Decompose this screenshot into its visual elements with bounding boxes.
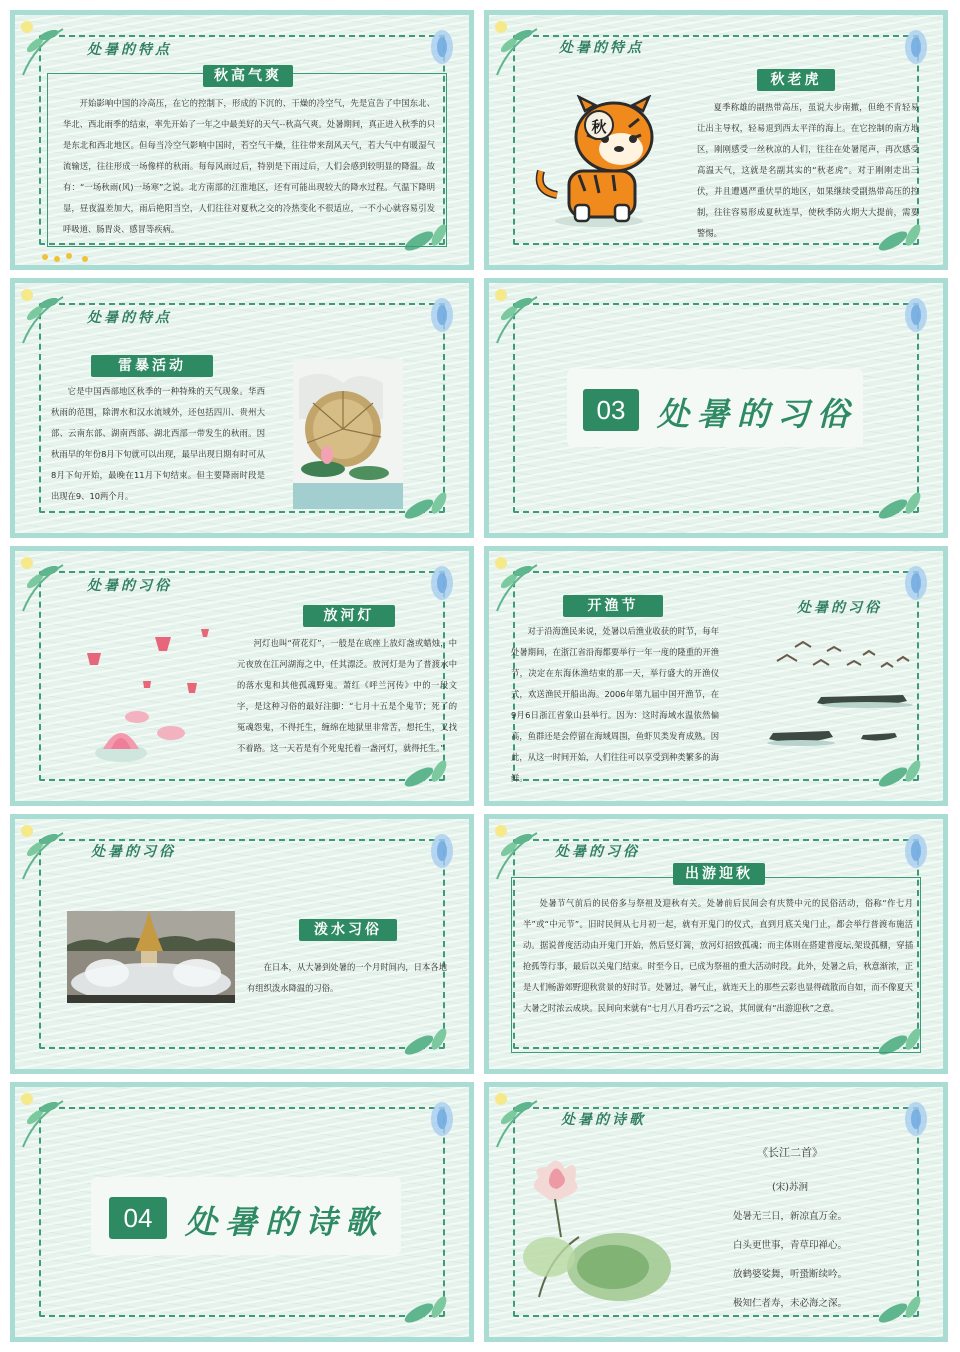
section-title: 处暑的特点 xyxy=(87,42,172,58)
slide-7[interactable] xyxy=(10,814,474,1074)
slide-4[interactable] xyxy=(484,278,948,538)
blue-flower-icon xyxy=(425,27,459,67)
chapter-title: 处暑的诗歌 xyxy=(185,1203,386,1241)
leaf-decoration-icon xyxy=(15,283,85,353)
blue-flower-icon xyxy=(899,831,933,871)
slide-6[interactable] xyxy=(484,546,948,806)
section-title: 处暑的诗歌 xyxy=(561,1112,646,1128)
section-label: 开渔节 xyxy=(563,595,663,617)
slide-10[interactable] xyxy=(484,1082,948,1342)
umbrella-lotus-illustration xyxy=(293,359,403,509)
section-title: 处暑的特点 xyxy=(87,310,172,326)
water-festival-photo xyxy=(67,911,235,1003)
poem-author: (宋)苏泂 xyxy=(772,1182,808,1193)
leaf-decoration-icon xyxy=(863,479,933,529)
boats-birds-illustration xyxy=(757,631,927,761)
section-title: 处暑的特点 xyxy=(559,40,644,56)
body-text: 在日本，从大暑到处暑的一个月时间内，日本各地有组织泼水降温的习俗。 xyxy=(247,962,447,993)
blue-flower-icon xyxy=(899,295,933,335)
slide-5[interactable] xyxy=(10,546,474,806)
section-title: 处暑的习俗 xyxy=(797,600,882,616)
section-title: 处暑的习俗 xyxy=(87,578,172,594)
leaf-decoration-icon xyxy=(15,1087,85,1157)
section-label: 泼水习俗 xyxy=(299,919,397,941)
poem-line: 处暑无三日，新凉直万金。 xyxy=(732,1211,847,1222)
blue-flower-icon xyxy=(425,295,459,335)
chapter-title: 处暑的习俗 xyxy=(657,395,858,433)
section-title: 处暑的习俗 xyxy=(91,844,176,860)
yellow-flower-icon xyxy=(35,249,115,265)
section-label: 秋高气爽 xyxy=(203,65,293,87)
leaf-decoration-icon xyxy=(389,1015,459,1065)
section-label: 出游迎秋 xyxy=(673,863,765,885)
leaf-decoration-icon xyxy=(489,283,559,353)
leaf-decoration-icon xyxy=(15,551,85,621)
blue-flower-icon xyxy=(425,1099,459,1139)
leaf-decoration-icon xyxy=(489,551,559,621)
slide-1[interactable] xyxy=(10,10,474,270)
section-label: 雷暴活动 xyxy=(91,355,213,377)
leaf-decoration-icon xyxy=(15,819,85,889)
slide-9[interactable] xyxy=(10,1082,474,1342)
poem-line: 放鹤婆娑舞，听蛩断续吟。 xyxy=(732,1269,847,1280)
body-text: 处暑节气前后的民俗多与祭祖及迎秋有关。处暑前后民间会有庆赞中元的民俗活动，俗称“作七月半”或“中元节”。旧时民间从七月初一起，就有开鬼门的仪式，直到月底关鬼门止，都会举行普渡布施活动。据说普度活动由开鬼门开始，然后竖灯篙，放河灯招致孤魂；而主体则在搭建普度坛,架设孤棚，穿插抢孤等行事，最后以关鬼门结束。时至今日，已成为祭祖的重大活动时段。此外，处暑之后，秋意渐浓，正是人们畅游郊野迎秋赏景的好时节。处暑过，暑气止，就连天上的那些云彩也显得疏散而自如，而不像夏天大暑之时浓云成块。民间向来就有“七月八月看巧云”之说，其间就有“出游迎秋”之意。 xyxy=(523,898,913,1013)
body-text: 夏季称雄的副热带高压，虽说大步南撤，但绝不肯轻易让出主导权，轻易退到西太平洋的海上。在它控制的南方地区，刚刚感受一丝秋凉的人们，往往在处暑尾声，再次感受高温天气，这就是名副其实的“秋老虎”。对于刚刚走出三伏，并且遭遇严重伏旱的地区，如果继续受副热带高压的控制，往往容易形成夏秋连旱，使秋季防火期大大提前，需要警惕。 xyxy=(697,102,919,238)
body-text: 开始影响中国的冷高压，在它的控制下，形成的下沉的、干燥的冷空气，先是宣告了中国东北、华北、西北雨季的结束，率先开始了一年之中最美好的天气--秋高气爽。处暑期间，真正进入秋季的只是东北和西北地区。但每当冷空气影响中国时，若空气干燥，往往带来刮风天气，若大气中有暖湿气流输送，往往形成一场像样的秋雨。每每风雨过后，特别是下雨过后，人们会感到较明显的降温。故有：“一场秋雨(风)一场寒”之说。北方南部的江淮地区，还有可能出现较大的降水过程。气温下降明显，昼夜温差加大，雨后艳阳当空，人们往往对夏秋之交的冷热变化不很适应，一不小心就容易引发呼吸道、肠胃炎、感冒等疾病。 xyxy=(63,98,435,234)
poem-block xyxy=(679,1133,901,1318)
slide-3[interactable] xyxy=(10,278,474,538)
leaf-decoration-icon xyxy=(489,15,559,85)
poem-line: 极知仁者寿，未必海之深。 xyxy=(732,1298,847,1309)
body-text: 河灯也叫“荷花灯”，一般是在底座上放灯盏或蜡烛，中元夜放在江河湖海之中，任其漂泛。放河灯是为了普渡水中的落水鬼和其他孤魂野鬼。萧红《呼兰河传》中的一段文字，是这种习俗的最好注脚：“七月十五是个鬼节；死了的冤魂怨鬼，不得托生，缠绵在地狱里非常苦，想托生，又找不着路。这一天若是有个死鬼托着一盏河灯，就得托生。” xyxy=(237,638,457,753)
section-label: 秋老虎 xyxy=(757,69,835,91)
slide-2[interactable] xyxy=(484,10,948,270)
chapter-number: 03 xyxy=(583,389,639,431)
lantern-lotus-illustration xyxy=(81,621,221,771)
chapter-number: 04 xyxy=(109,1197,167,1239)
blue-flower-icon xyxy=(425,563,459,603)
slide-8[interactable] xyxy=(484,814,948,1074)
poem-line: 白头更世事，青草印禅心。 xyxy=(732,1240,847,1251)
blue-flower-icon xyxy=(899,563,933,603)
blue-flower-icon xyxy=(899,1099,933,1139)
blue-flower-icon xyxy=(899,27,933,67)
tiger-badge: 秋 xyxy=(591,118,607,136)
body-text: 它是中国西部地区秋季的一种特殊的天气现象。华西秋雨的范围，除渭水和汉水流域外，还包括四川、贵州大部、云南东部、湖南西部、湖北西部一带发生的秋雨。因秋雨早的年份8月下旬就可以出现，最早出现日期有时可从8月下旬开始，最晚在11月下旬结束。但主要降雨时段是出现在9、10两个月。 xyxy=(51,386,265,501)
section-title: 处暑的习俗 xyxy=(555,844,640,860)
blue-flower-icon xyxy=(425,831,459,871)
poem-title: 《长江二首》 xyxy=(757,1146,823,1159)
section-label: 放河灯 xyxy=(303,605,395,627)
lotus-painting-illustration xyxy=(509,1147,679,1317)
body-text: 对于沿海渔民来说，处暑以后渔业收获的时节，每年处暑期间，在浙江省沿海都要举行一年一度的隆重的开渔节，决定在东海休渔结束的那一天，举行盛大的开渔仪式，欢送渔民开船出海。2006年第九届中国开渔节，在9月6日浙江省象山县举行。因为：这时海域水温依然偏高，鱼群还是会停留在海域周围，鱼虾贝类发育成熟。因此，从这一时间开始，人们往往可以享受到种类繁多的海鲜。 xyxy=(511,626,719,783)
leaf-decoration-icon xyxy=(389,1283,459,1333)
